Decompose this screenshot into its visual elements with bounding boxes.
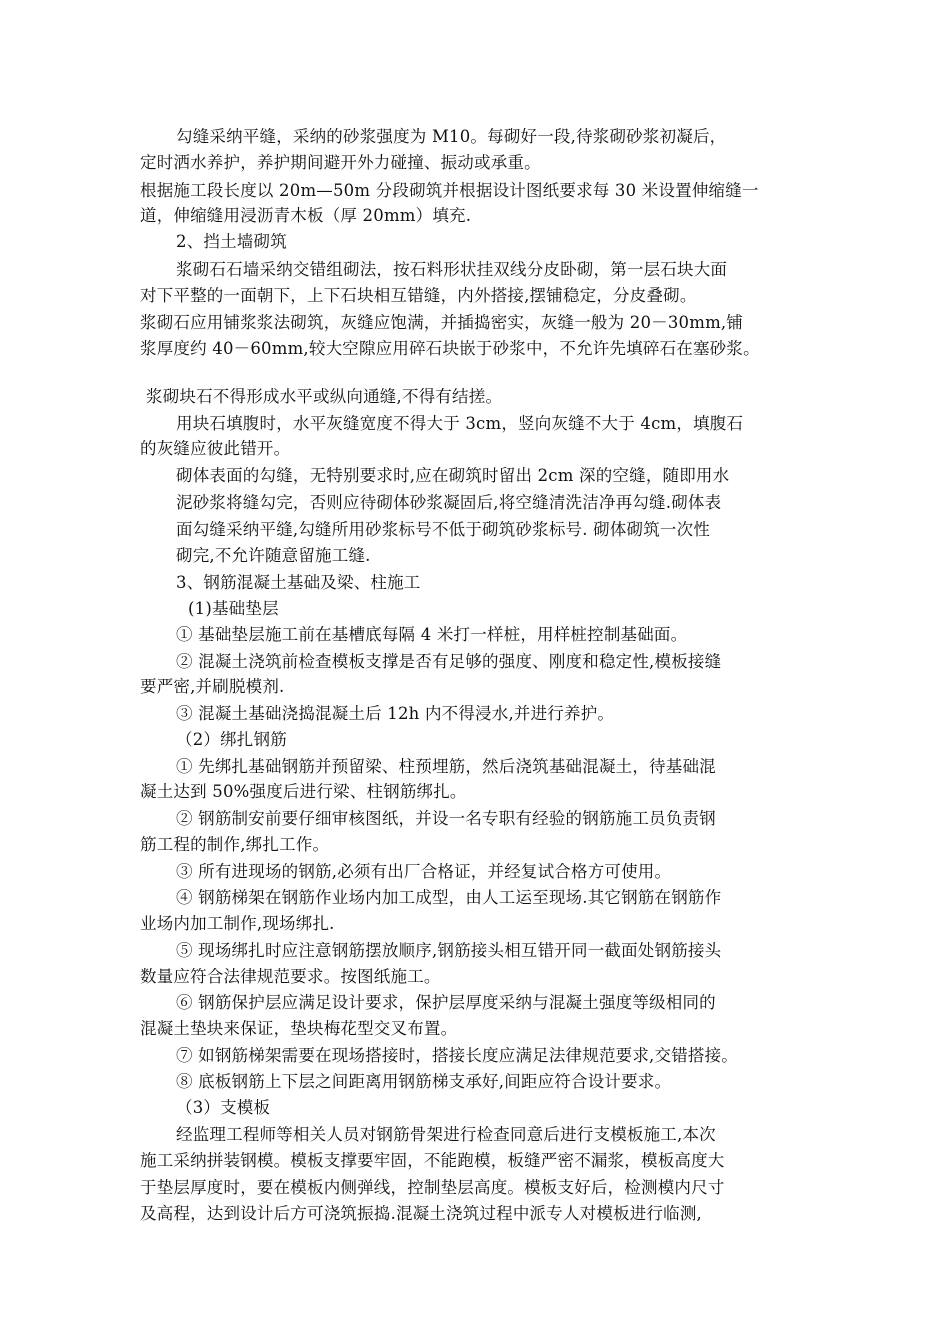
- paragraph-line: 泥砂浆将缝勾完，否则应待砌体砂浆凝固后,将空缝清洗洁净再勾缝.砌体表: [176, 493, 722, 512]
- list-item: ③ 所有进现场的钢筋,必须有出厂合格证，并经复试合格方可使用。: [176, 862, 672, 881]
- subsection-heading: （2）绑扎钢筋: [176, 730, 287, 749]
- paragraph-line: 对下平整的一面朝下，上下石块相互错缝，内外搭接,摆铺稳定，分皮叠砌。: [140, 286, 697, 305]
- paragraph-line: 施工采纳拼装钢模。模板支撑要牢固，不能跑模，板缝严密不漏浆，模板高度大: [140, 1151, 725, 1170]
- section-heading: 2、挡土墙砌筑: [176, 232, 287, 251]
- paragraph-line: 浆砌石应用铺浆浆法砌筑，灰缝应饱满，并插捣密实，灰缝一般为 20－30mm,铺: [140, 313, 744, 332]
- list-item: ⑧ 底板钢筋上下层之间距离用钢筋梯支承好,间距应符合设计要求。: [176, 1072, 672, 1091]
- paragraph-line: 浆砌块石不得形成水平或纵向通缝,不得有结搓。: [146, 387, 503, 406]
- subsection-heading: （3）支模板: [176, 1098, 271, 1117]
- list-item: ① 基础垫层施工前在基槽底每隔 4 米打一样桩，用样桩控制基础面。: [176, 625, 688, 644]
- paragraph-line: 业场内加工制作,现场绑扎.: [140, 914, 335, 933]
- paragraph-line: 经监理工程师等相关人员对钢筋骨架进行检查同意后进行支模板施工,本次: [176, 1125, 716, 1144]
- list-item: ③ 混凝土基础浇捣混凝土后 12h 内不得浸水,并进行养护。: [176, 704, 615, 723]
- list-item: ⑤ 现场绑扎时应注意钢筋摆放顺序,钢筋接头相互错开同一截面处钢筋接头: [176, 941, 722, 960]
- paragraph-line: 凝土达到 50%强度后进行梁、柱钢筋绑扎。: [140, 782, 467, 801]
- paragraph-line: 根据施工段长度以 20m—50m 分段砌筑并根据设计图纸要求每 30 米设置伸缩缝一: [140, 181, 759, 200]
- list-item: ⑦ 如钢筋梯架需要在现场搭接时，搭接长度应满足法律规范要求,交错搭接。: [176, 1046, 738, 1065]
- subsection-heading: (1)基础垫层: [188, 599, 279, 618]
- paragraph-line: 砌完,不允许随意留施工缝.: [176, 546, 371, 565]
- list-item: ① 先绑扎基础钢筋并预留梁、柱预埋筋，然后浇筑基础混凝土，待基础混: [176, 757, 716, 776]
- paragraph-line: 的灰缝应彼此错开。: [140, 439, 291, 458]
- list-item: ② 混凝土浇筑前检查模板支撑是否有足够的强度、刚度和稳定性,模板接缝: [176, 652, 722, 671]
- paragraph-line: 面勾缝采纳平缝,勾缝所用砂浆标号不低于砌筑砂浆标号. 砌体砌筑一次性: [176, 520, 711, 539]
- paragraph-line: 浆厚度约 40－60mm,较大空隙应用碎石块嵌于砂浆中，不允许先填碎石在塞砂浆。: [140, 339, 760, 358]
- paragraph-line: 于垫层厚度时，要在模板内侧弹线，控制垫层高度。模板支好后，检测模内尺寸: [140, 1178, 725, 1197]
- paragraph-line: 道，伸缩缝用浸沥青木板（厚 20mm）填充.: [140, 206, 472, 225]
- list-item: ② 钢筋制安前要仔细审核图纸，并设一名专职有经验的钢筋施工员负责钢: [176, 809, 716, 828]
- paragraph-line: 用块石填腹时，水平灰缝宽度不得大于 3cm，竖向灰缝不大于 4cm，填腹石: [176, 414, 744, 433]
- paragraph-line: 筋工程的制作,绑扎工作。: [140, 835, 330, 854]
- paragraph-line: 砌体表面的勾缝，无特别要求时,应在砌筑时留出 2cm 深的空缝，随即用水: [176, 466, 730, 485]
- section-heading: 3、钢筋混凝土基础及梁、柱施工: [176, 573, 421, 592]
- list-item: ④ 钢筋梯架在钢筋作业场内加工成型，由人工运至现场.其它钢筋在钢筋作: [176, 888, 722, 907]
- paragraph-line: 及高程，达到设计后方可浇筑振捣.混凝土浇筑过程中派专人对模板进行临测,: [140, 1204, 702, 1223]
- paragraph-line: 要严密,并刷脱模剂.: [140, 677, 285, 696]
- paragraph-line: 定时洒水养护，养护期间避开外力碰撞、振动或承重。: [140, 153, 541, 172]
- paragraph-line: 混凝土垫块来保证，垫块梅花型交叉布置。: [140, 1019, 458, 1038]
- paragraph-line: 勾缝采纳平缝，采纳的砂浆强度为 M10。每砌好一段,待浆砌砂浆初凝后，: [176, 127, 727, 146]
- list-item: ⑥ 钢筋保护层应满足设计要求，保护层厚度采纳与混凝土强度等级相同的: [176, 993, 716, 1012]
- paragraph-line: 浆砌石石墙采纳交错组砌法，按石料形状挂双线分皮卧砌，第一层石块大面: [176, 260, 728, 279]
- paragraph-line: 数量应符合法律规范要求。按图纸施工。: [140, 967, 441, 986]
